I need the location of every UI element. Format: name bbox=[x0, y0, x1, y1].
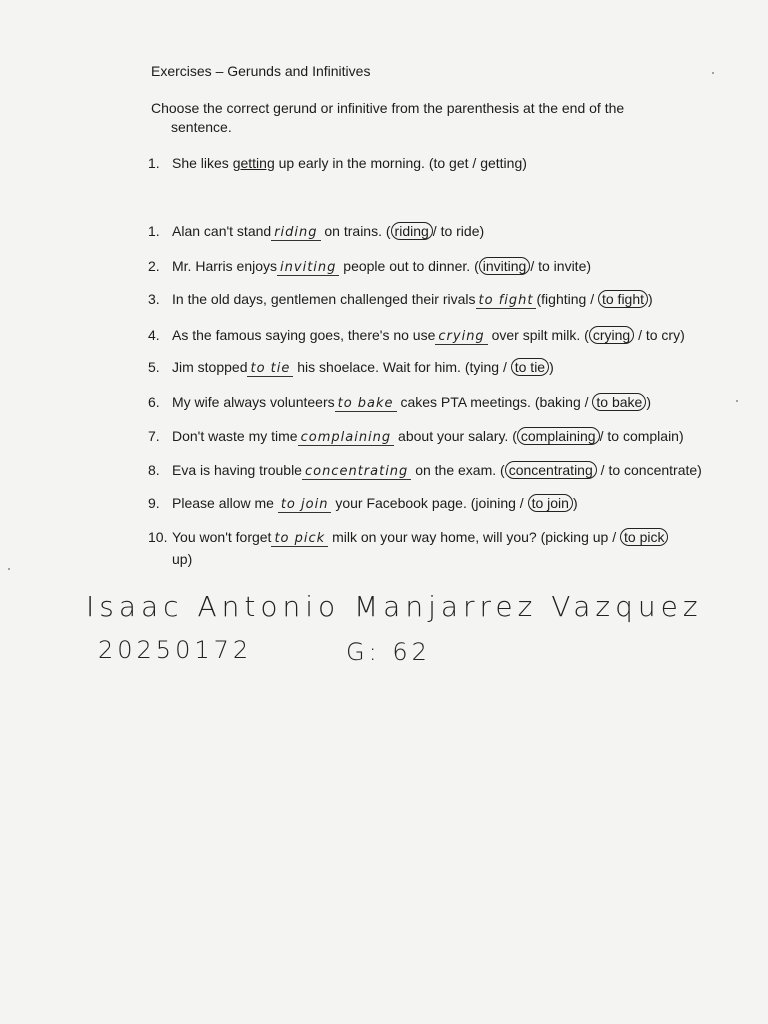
item-middle: about your salary. bbox=[394, 428, 513, 444]
open-paren: ( bbox=[470, 495, 476, 511]
close-paren: ) bbox=[479, 223, 485, 239]
handwritten-answer: crying bbox=[435, 329, 487, 345]
option-separator: / bbox=[432, 223, 441, 239]
item-prompt: Please allow me bbox=[172, 495, 278, 511]
item-number: 6. bbox=[148, 394, 160, 410]
option-separator: / bbox=[586, 291, 598, 307]
item-prompt: Mr. Harris enjoys bbox=[172, 258, 278, 274]
handwritten-answer: complaining bbox=[298, 430, 395, 446]
option-separator: / bbox=[515, 495, 528, 511]
option-a: riding bbox=[391, 222, 433, 240]
close-paren: ) bbox=[648, 291, 653, 307]
example-pre: She likes bbox=[172, 155, 233, 171]
close-paren: ) bbox=[549, 359, 554, 375]
close-paren: ) bbox=[586, 258, 592, 274]
option-a: tying bbox=[469, 359, 500, 375]
item-prompt: My wife always volunteers bbox=[172, 394, 335, 410]
open-paren: ( bbox=[500, 462, 505, 478]
item-middle: people out to dinner. bbox=[339, 258, 475, 274]
close-paren: ) bbox=[646, 394, 652, 410]
example-post: up early in the morning. (to get / getting) bbox=[274, 155, 527, 171]
option-a: complaining bbox=[517, 427, 600, 445]
option-separator: / bbox=[608, 529, 620, 545]
exercise-item bbox=[148, 495, 578, 513]
option-b: to complain bbox=[607, 428, 679, 444]
student-id-number: 20250172 bbox=[98, 636, 253, 664]
open-paren: ( bbox=[536, 291, 542, 307]
item-prompt: You won't forget bbox=[172, 529, 272, 545]
student-name: Isaac Antonio Manjarrez Vazquez bbox=[86, 590, 703, 623]
open-paren: ( bbox=[474, 258, 479, 274]
item-10-continuation: up) bbox=[172, 551, 193, 567]
close-paren: ) bbox=[678, 428, 684, 444]
example-answer: getting bbox=[232, 155, 275, 171]
student-group: G: 62 bbox=[346, 638, 431, 666]
item-middle: cakes PTA meetings. bbox=[396, 394, 535, 410]
option-b: to ride bbox=[440, 223, 480, 239]
option-b: to join bbox=[528, 494, 573, 512]
handwritten-answer: inviting bbox=[277, 260, 339, 276]
open-paren: ( bbox=[464, 359, 470, 375]
exercise-item bbox=[148, 291, 653, 309]
option-a: crying bbox=[589, 326, 634, 344]
option-separator: / bbox=[596, 462, 609, 478]
item-prompt: Don't waste my time bbox=[172, 428, 298, 444]
option-a: concentrating bbox=[505, 461, 597, 479]
item-number: 7. bbox=[148, 428, 160, 444]
option-b: to bake bbox=[592, 393, 646, 411]
item-prompt: In the old days, gentlemen challenged their rivals bbox=[172, 291, 476, 307]
handwritten-answer: to fight bbox=[476, 293, 537, 309]
close-paren: ) bbox=[572, 495, 578, 511]
close-paren: ) bbox=[680, 327, 685, 343]
option-separator: / bbox=[580, 394, 593, 410]
handwritten-answer: to tie bbox=[247, 361, 293, 377]
handwritten-answer: concentrating bbox=[302, 464, 411, 480]
handwritten-answer: to bake bbox=[335, 396, 397, 412]
option-b: to tie bbox=[511, 358, 549, 376]
exercise-item bbox=[148, 428, 684, 446]
option-separator: / bbox=[599, 428, 608, 444]
option-a: fighting bbox=[541, 291, 587, 307]
item-middle: milk on your way home, will you? bbox=[328, 529, 541, 545]
exercise-item bbox=[148, 462, 702, 480]
exercise-item bbox=[148, 529, 668, 547]
item-prompt: Jim stopped bbox=[172, 359, 248, 375]
option-b: to concentrate bbox=[608, 462, 698, 478]
open-paren: ( bbox=[540, 529, 546, 545]
item-number: 4. bbox=[148, 327, 160, 343]
item-prompt: Eva is having trouble bbox=[172, 462, 302, 478]
option-separator: / bbox=[499, 359, 511, 375]
example-sentence bbox=[148, 155, 527, 171]
option-b: to fight bbox=[598, 290, 648, 308]
option-b: to pick bbox=[620, 528, 668, 546]
worksheet-title: Exercises – Gerunds and Infinitives bbox=[151, 63, 371, 79]
exercise-item bbox=[148, 223, 484, 241]
item-number: 2. bbox=[148, 258, 160, 274]
open-paren: ( bbox=[385, 223, 391, 239]
option-a: joining bbox=[475, 495, 516, 511]
item-number: 5. bbox=[148, 359, 160, 375]
exercise-item bbox=[148, 394, 651, 412]
exercise-item bbox=[148, 359, 554, 377]
close-paren: ) bbox=[697, 462, 702, 478]
exercise-item bbox=[148, 258, 591, 276]
item-number: 1. bbox=[148, 223, 160, 239]
scan-speck bbox=[712, 72, 714, 74]
item-middle: your Facebook page. bbox=[331, 495, 471, 511]
item-middle: his shoelace. Wait for him. bbox=[293, 359, 465, 375]
scan-speck bbox=[8, 568, 10, 570]
option-b: to invite bbox=[538, 258, 587, 274]
item-prompt: As the famous saying goes, there's no use bbox=[172, 327, 436, 343]
item-middle: on trains. bbox=[320, 223, 386, 239]
handwritten-answer: riding bbox=[271, 225, 320, 241]
option-separator: / bbox=[634, 327, 646, 343]
option-a: baking bbox=[539, 394, 581, 410]
item-number: 3. bbox=[148, 291, 160, 307]
option-a: picking up bbox=[545, 529, 609, 545]
item-number: 8. bbox=[148, 462, 160, 478]
instructions bbox=[151, 99, 671, 137]
option-b: to cry bbox=[645, 327, 681, 343]
option-a: inviting bbox=[479, 257, 531, 275]
open-paren: ( bbox=[534, 394, 540, 410]
scan-speck bbox=[736, 400, 738, 402]
item-middle: on the exam. bbox=[411, 462, 501, 478]
item-middle: over spilt milk. bbox=[487, 327, 585, 343]
option-separator: / bbox=[530, 258, 539, 274]
instructions-line-2: sentence. bbox=[171, 119, 232, 135]
example-number: 1. bbox=[148, 155, 160, 171]
item-number: 9. bbox=[148, 495, 160, 511]
item-number: 10. bbox=[148, 529, 168, 545]
item-prompt: Alan can't stand bbox=[172, 223, 272, 239]
open-paren: ( bbox=[584, 327, 589, 343]
instructions-line-1: Choose the correct gerund or infinitive from the parenthesis at the end of the bbox=[151, 100, 625, 116]
handwritten-answer: to join bbox=[278, 497, 332, 513]
open-paren: ( bbox=[512, 428, 517, 444]
exercise-item bbox=[148, 327, 685, 345]
handwritten-answer: to pick bbox=[271, 531, 328, 547]
